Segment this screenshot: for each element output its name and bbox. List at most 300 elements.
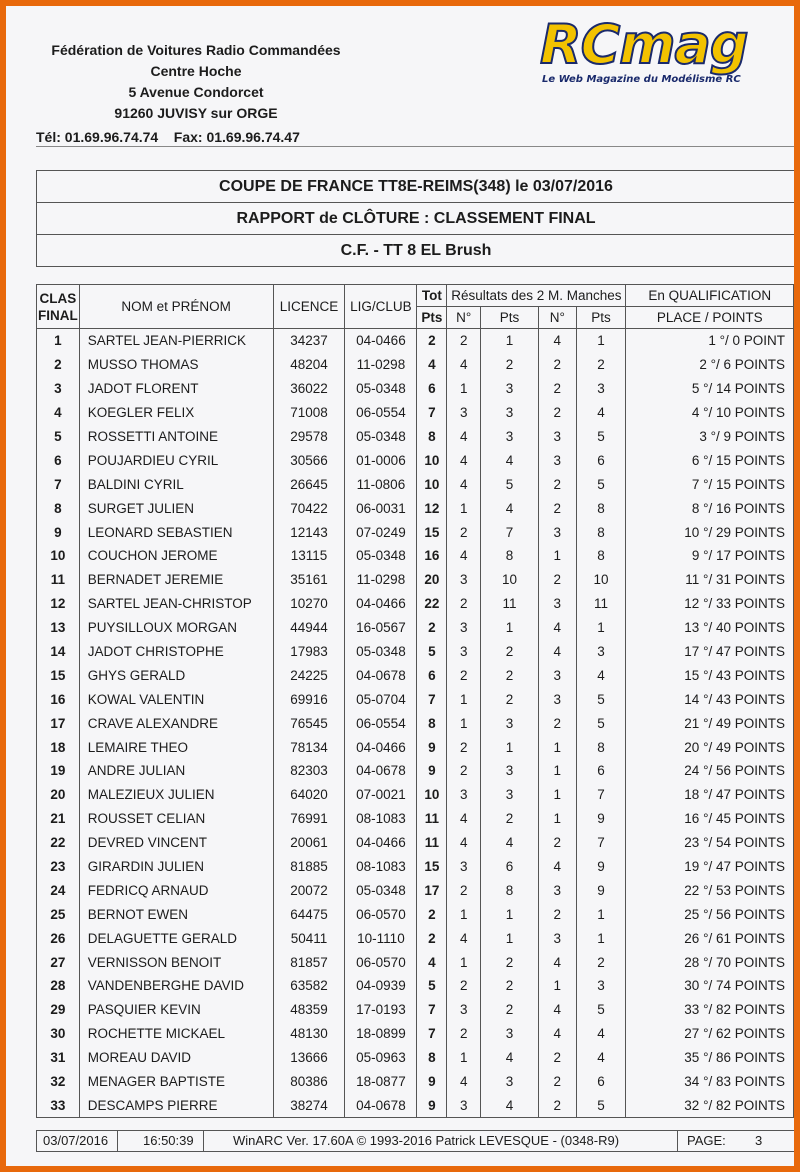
address-line: 91260 JUVISY sur ORGE	[114, 105, 278, 121]
heat2-position-cell: 2	[538, 902, 576, 926]
name-cell: SARTEL JEAN-CHRISTOP	[79, 592, 273, 616]
qualification-cell: 32 °/ 82 POINTS	[626, 1094, 794, 1118]
licence-cell: 50411	[273, 926, 345, 950]
heat1-points-cell: 1	[481, 329, 539, 353]
licence-cell: 63582	[273, 974, 345, 998]
heat1-position-cell: 2	[447, 520, 481, 544]
table-row	[37, 568, 794, 592]
name-cell: BERNOT EWEN	[79, 902, 273, 926]
name-cell: MALEZIEUX JULIEN	[79, 783, 273, 807]
results-table	[36, 284, 794, 1118]
licence-cell: 44944	[273, 616, 345, 640]
heat1-points-cell: 1	[481, 735, 539, 759]
licence-cell: 81885	[273, 855, 345, 879]
club-cell: 07-0021	[345, 783, 417, 807]
heat1-position-cell: 3	[447, 640, 481, 664]
heat2-points-cell: 9	[576, 807, 626, 831]
heat1-points-cell: 3	[481, 1022, 539, 1046]
heat1-position-cell: 1	[447, 377, 481, 401]
heat1-points-cell: 2	[481, 950, 539, 974]
qualification-cell: 35 °/ 86 POINTS	[626, 1046, 794, 1070]
heat1-position-cell: 4	[447, 544, 481, 568]
name-cell: KOEGLER FELIX	[79, 401, 273, 425]
total-points-cell: 6	[417, 663, 447, 687]
club-cell: 10-1110	[345, 926, 417, 950]
club-cell: 11-0298	[345, 353, 417, 377]
licence-cell: 29578	[273, 425, 345, 449]
qualification-cell: 27 °/ 62 POINTS	[626, 1022, 794, 1046]
table-row	[37, 353, 794, 377]
rank-cell: 7	[37, 472, 80, 496]
total-points-cell: 6	[417, 377, 447, 401]
heat2-position-cell: 1	[538, 974, 576, 998]
address-line: Centre Hoche	[150, 63, 242, 79]
club-cell: 05-0704	[345, 687, 417, 711]
licence-cell: 36022	[273, 377, 345, 401]
club-cell: 08-1083	[345, 855, 417, 879]
col-results: Résultats des 2 M. Manches	[447, 285, 626, 307]
name-cell: ROCHETTE MICKAEL	[79, 1022, 273, 1046]
heat1-position-cell: 2	[447, 759, 481, 783]
heat1-position-cell: 4	[447, 807, 481, 831]
total-points-cell: 7	[417, 401, 447, 425]
heat2-position-cell: 3	[538, 425, 576, 449]
table-row	[37, 855, 794, 879]
qualification-cell: 7 °/ 15 POINTS	[626, 472, 794, 496]
heat2-position-cell: 4	[538, 1022, 576, 1046]
heat1-position-cell: 3	[447, 783, 481, 807]
club-cell: 06-0570	[345, 950, 417, 974]
heat1-position-cell: 1	[447, 711, 481, 735]
rcmag-logo	[540, 13, 790, 88]
heat1-position-cell: 3	[447, 855, 481, 879]
qualification-cell: 17 °/ 47 POINTS	[626, 640, 794, 664]
rank-cell: 21	[37, 807, 80, 831]
heat2-points-cell: 10	[576, 568, 626, 592]
table-row	[37, 1094, 794, 1118]
qualification-cell: 12 °/ 33 POINTS	[626, 592, 794, 616]
qualification-cell: 20 °/ 49 POINTS	[626, 735, 794, 759]
total-points-cell: 12	[417, 496, 447, 520]
heat1-position-cell: 2	[447, 974, 481, 998]
qualification-cell: 5 °/ 14 POINTS	[626, 377, 794, 401]
licence-cell: 48130	[273, 1022, 345, 1046]
heat2-points-cell: 4	[576, 663, 626, 687]
heat2-points-cell: 9	[576, 855, 626, 879]
name-cell: JADOT CHRISTOPHE	[79, 640, 273, 664]
heat2-points-cell: 5	[576, 425, 626, 449]
federation-address	[36, 40, 356, 148]
heat2-position-cell: 4	[538, 329, 576, 353]
heat2-position-cell: 4	[538, 950, 576, 974]
heat1-points-cell: 10	[481, 568, 539, 592]
footer-page-number: 3	[755, 1133, 763, 1148]
heat2-points-cell: 6	[576, 1070, 626, 1094]
qualification-cell: 1 °/ 0 POINT	[626, 329, 794, 353]
qualification-cell: 21 °/ 49 POINTS	[626, 711, 794, 735]
heat1-points-cell: 2	[481, 687, 539, 711]
heat1-points-cell: 1	[481, 616, 539, 640]
name-cell: BERNADET JEREMIE	[79, 568, 273, 592]
heat1-points-cell: 2	[481, 640, 539, 664]
name-cell: GHYS GERALD	[79, 663, 273, 687]
qualification-cell: 9 °/ 17 POINTS	[626, 544, 794, 568]
name-cell: MENAGER BAPTISTE	[79, 1070, 273, 1094]
heat1-points-cell: 4	[481, 1094, 539, 1118]
table-row	[37, 1046, 794, 1070]
heat2-position-cell: 1	[538, 783, 576, 807]
name-cell: COUCHON JEROME	[79, 544, 273, 568]
club-cell: 18-0877	[345, 1070, 417, 1094]
heat2-position-cell: 2	[538, 1094, 576, 1118]
qualification-cell: 24 °/ 56 POINTS	[626, 759, 794, 783]
heat2-position-cell: 2	[538, 496, 576, 520]
heat1-points-cell: 3	[481, 783, 539, 807]
club-cell: 06-0554	[345, 711, 417, 735]
total-points-cell: 7	[417, 687, 447, 711]
heat2-points-cell: 2	[576, 950, 626, 974]
rank-cell: 15	[37, 663, 80, 687]
name-cell: LEONARD SEBASTIEN	[79, 520, 273, 544]
total-points-cell: 9	[417, 1094, 447, 1118]
club-cell: 06-0031	[345, 496, 417, 520]
heat1-points-cell: 3	[481, 377, 539, 401]
heat1-points-cell: 3	[481, 711, 539, 735]
heat1-position-cell: 2	[447, 663, 481, 687]
qualification-cell: 8 °/ 16 POINTS	[626, 496, 794, 520]
club-cell: 05-0348	[345, 425, 417, 449]
heat2-points-cell: 7	[576, 783, 626, 807]
qualification-cell: 10 °/ 29 POINTS	[626, 520, 794, 544]
club-cell: 04-0939	[345, 974, 417, 998]
total-points-cell: 5	[417, 974, 447, 998]
total-points-cell: 8	[417, 711, 447, 735]
rank-cell: 17	[37, 711, 80, 735]
qualification-cell: 25 °/ 56 POINTS	[626, 902, 794, 926]
heat1-position-cell: 1	[447, 950, 481, 974]
qualification-cell: 15 °/ 43 POINTS	[626, 663, 794, 687]
rank-cell: 33	[37, 1094, 80, 1118]
total-points-cell: 2	[417, 926, 447, 950]
name-cell: LEMAIRE THEO	[79, 735, 273, 759]
rank-cell: 25	[37, 902, 80, 926]
rank-cell: 12	[37, 592, 80, 616]
table-row	[37, 759, 794, 783]
heat1-points-cell: 2	[481, 353, 539, 377]
licence-cell: 76991	[273, 807, 345, 831]
qualification-cell: 2 °/ 6 POINTS	[626, 353, 794, 377]
heat2-points-cell: 1	[576, 902, 626, 926]
qualification-cell: 14 °/ 43 POINTS	[626, 687, 794, 711]
divider	[36, 146, 794, 147]
heat1-position-cell: 3	[447, 616, 481, 640]
table-row	[37, 520, 794, 544]
name-cell: GIRARDIN JULIEN	[79, 855, 273, 879]
total-points-cell: 10	[417, 783, 447, 807]
licence-cell: 38274	[273, 1094, 345, 1118]
total-points-cell: 11	[417, 831, 447, 855]
heat1-position-cell: 4	[447, 831, 481, 855]
col-qual: En QUALIFICATION	[626, 285, 794, 307]
col-qual-place: PLACE / POINTS	[626, 307, 794, 329]
heat1-position-cell: 4	[447, 448, 481, 472]
table-row	[37, 1070, 794, 1094]
table-row	[37, 663, 794, 687]
heat2-points-cell: 6	[576, 448, 626, 472]
total-points-cell: 15	[417, 855, 447, 879]
col-licence: LICENCE	[273, 285, 345, 329]
col-name: NOM et PRÉNOM	[79, 285, 273, 329]
qualification-cell: 6 °/ 15 POINTS	[626, 448, 794, 472]
heat2-points-cell: 5	[576, 472, 626, 496]
heat1-position-cell: 3	[447, 401, 481, 425]
table-row	[37, 401, 794, 425]
total-points-cell: 2	[417, 902, 447, 926]
total-points-cell: 9	[417, 1070, 447, 1094]
total-points-cell: 20	[417, 568, 447, 592]
rank-cell: 9	[37, 520, 80, 544]
heat1-points-cell: 4	[481, 1046, 539, 1070]
table-row	[37, 926, 794, 950]
name-cell: SARTEL JEAN-PIERRICK	[79, 329, 273, 353]
table-row	[37, 687, 794, 711]
footer-software: WinARC Ver. 17.60A © 1993-2016 Patrick LEVESQUE - (0348-R9)	[233, 1133, 620, 1148]
qualification-cell: 19 °/ 47 POINTS	[626, 855, 794, 879]
heat2-points-cell: 5	[576, 711, 626, 735]
heat2-position-cell: 3	[538, 520, 576, 544]
licence-cell: 13666	[273, 1046, 345, 1070]
rank-cell: 13	[37, 616, 80, 640]
licence-cell: 82303	[273, 759, 345, 783]
licence-cell: 20072	[273, 878, 345, 902]
total-points-cell: 17	[417, 878, 447, 902]
heat1-position-cell: 2	[447, 592, 481, 616]
rank-cell: 26	[37, 926, 80, 950]
total-points-cell: 7	[417, 1022, 447, 1046]
category-title: C.F. - TT 8 EL Brush	[340, 242, 492, 259]
name-cell: VERNISSON BENOIT	[79, 950, 273, 974]
heat1-points-cell: 8	[481, 878, 539, 902]
col-clas: CLAS FINAL	[37, 285, 80, 329]
name-cell: ANDRE JULIAN	[79, 759, 273, 783]
rank-cell: 30	[37, 1022, 80, 1046]
address-line: 5 Avenue Condorcet	[128, 84, 264, 100]
table-row	[37, 329, 794, 353]
total-points-cell: 10	[417, 472, 447, 496]
table-row	[37, 425, 794, 449]
total-points-cell: 7	[417, 998, 447, 1022]
heat1-points-cell: 3	[481, 425, 539, 449]
rank-cell: 3	[37, 377, 80, 401]
licence-cell: 80386	[273, 1070, 345, 1094]
table-row	[37, 377, 794, 401]
header-row	[37, 285, 794, 307]
table-row	[37, 998, 794, 1022]
club-cell: 05-0348	[345, 377, 417, 401]
licence-cell: 30566	[273, 448, 345, 472]
name-cell: PASQUIER KEVIN	[79, 998, 273, 1022]
name-cell: DELAGUETTE GERALD	[79, 926, 273, 950]
club-cell: 05-0963	[345, 1046, 417, 1070]
table-row	[37, 448, 794, 472]
heat2-points-cell: 1	[576, 926, 626, 950]
heat1-position-cell: 2	[447, 329, 481, 353]
licence-cell: 76545	[273, 711, 345, 735]
results-sheet	[6, 6, 794, 1166]
name-cell: PUYSILLOUX MORGAN	[79, 616, 273, 640]
col-n2: N°	[538, 307, 576, 329]
licence-cell: 12143	[273, 520, 345, 544]
heat2-points-cell: 9	[576, 878, 626, 902]
table-row	[37, 472, 794, 496]
name-cell: CRAVE ALEXANDRE	[79, 711, 273, 735]
licence-cell: 20061	[273, 831, 345, 855]
rank-cell: 14	[37, 640, 80, 664]
heat2-position-cell: 2	[538, 353, 576, 377]
rank-cell: 18	[37, 735, 80, 759]
col-p2: Pts	[576, 307, 626, 329]
heat1-position-cell: 1	[447, 902, 481, 926]
heat1-position-cell: 4	[447, 472, 481, 496]
rank-cell: 5	[37, 425, 80, 449]
total-points-cell: 4	[417, 950, 447, 974]
heat2-points-cell: 7	[576, 831, 626, 855]
heat2-points-cell: 5	[576, 998, 626, 1022]
heat2-points-cell: 6	[576, 759, 626, 783]
heat1-position-cell: 2	[447, 878, 481, 902]
heat1-points-cell: 2	[481, 663, 539, 687]
rank-cell: 31	[37, 1046, 80, 1070]
qualification-cell: 34 °/ 83 POINTS	[626, 1070, 794, 1094]
heat2-points-cell: 1	[576, 616, 626, 640]
rank-cell: 10	[37, 544, 80, 568]
rank-cell: 23	[37, 855, 80, 879]
licence-cell: 17983	[273, 640, 345, 664]
name-cell: DEVRED VINCENT	[79, 831, 273, 855]
licence-cell: 69916	[273, 687, 345, 711]
heat1-position-cell: 3	[447, 998, 481, 1022]
name-cell: SURGET JULIEN	[79, 496, 273, 520]
logo-wordmark: RCmag	[540, 13, 748, 76]
name-cell: KOWAL VALENTIN	[79, 687, 273, 711]
table-row	[37, 783, 794, 807]
heat1-points-cell: 3	[481, 1070, 539, 1094]
heat2-position-cell: 4	[538, 855, 576, 879]
rank-cell: 22	[37, 831, 80, 855]
club-cell: 04-0678	[345, 1094, 417, 1118]
heat2-points-cell: 4	[576, 1046, 626, 1070]
footer-time: 16:50:39	[143, 1133, 194, 1148]
total-points-cell: 9	[417, 735, 447, 759]
licence-cell: 48204	[273, 353, 345, 377]
name-cell: ROSSETTI ANTOINE	[79, 425, 273, 449]
col-tot-pts: Pts	[417, 307, 447, 329]
heat2-position-cell: 2	[538, 377, 576, 401]
heat1-points-cell: 4	[481, 496, 539, 520]
table-row	[37, 592, 794, 616]
heat2-position-cell: 3	[538, 878, 576, 902]
heat2-points-cell: 5	[576, 1094, 626, 1118]
title-box	[36, 170, 794, 267]
heat1-points-cell: 3	[481, 759, 539, 783]
name-cell: BALDINI CYRIL	[79, 472, 273, 496]
club-cell: 05-0348	[345, 640, 417, 664]
rank-cell: 6	[37, 448, 80, 472]
heat2-position-cell: 1	[538, 759, 576, 783]
heat2-points-cell: 3	[576, 974, 626, 998]
heat1-points-cell: 1	[481, 926, 539, 950]
club-cell: 16-0567	[345, 616, 417, 640]
licence-cell: 64020	[273, 783, 345, 807]
rank-cell: 11	[37, 568, 80, 592]
club-cell: 05-0348	[345, 544, 417, 568]
name-cell: FEDRICQ ARNAUD	[79, 878, 273, 902]
heat1-points-cell: 1	[481, 902, 539, 926]
total-points-cell: 22	[417, 592, 447, 616]
licence-cell: 78134	[273, 735, 345, 759]
qualification-cell: 33 °/ 82 POINTS	[626, 998, 794, 1022]
col-tot: Tot	[417, 285, 447, 307]
heat1-points-cell: 7	[481, 520, 539, 544]
heat1-position-cell: 4	[447, 353, 481, 377]
table-row	[37, 616, 794, 640]
qualification-cell: 22 °/ 53 POINTS	[626, 878, 794, 902]
heat2-position-cell: 2	[538, 1070, 576, 1094]
heat2-position-cell: 4	[538, 640, 576, 664]
table-row	[37, 950, 794, 974]
heat2-points-cell: 8	[576, 735, 626, 759]
heat1-position-cell: 4	[447, 926, 481, 950]
footer-page-label: PAGE:	[687, 1133, 726, 1148]
heat2-points-cell: 8	[576, 544, 626, 568]
heat2-position-cell: 3	[538, 448, 576, 472]
name-cell: JADOT FLORENT	[79, 377, 273, 401]
federation-name: Fédération de Voitures Radio Commandées	[51, 42, 341, 58]
heat2-position-cell: 3	[538, 663, 576, 687]
total-points-cell: 11	[417, 807, 447, 831]
club-cell: 04-0466	[345, 329, 417, 353]
rank-cell: 28	[37, 974, 80, 998]
phone-number: Tél: 01.69.96.74.74	[36, 129, 159, 145]
heat2-position-cell: 2	[538, 1046, 576, 1070]
total-points-cell: 10	[417, 448, 447, 472]
heat1-position-cell: 2	[447, 735, 481, 759]
club-cell: 04-0466	[345, 735, 417, 759]
heat1-position-cell: 1	[447, 687, 481, 711]
licence-cell: 81857	[273, 950, 345, 974]
licence-cell: 26645	[273, 472, 345, 496]
heat2-position-cell: 3	[538, 687, 576, 711]
total-points-cell: 16	[417, 544, 447, 568]
rank-cell: 32	[37, 1070, 80, 1094]
col-club: LIG/CLUB	[345, 285, 417, 329]
club-cell: 04-0678	[345, 759, 417, 783]
total-points-cell: 9	[417, 759, 447, 783]
heat2-position-cell: 3	[538, 592, 576, 616]
qualification-cell: 28 °/ 70 POINTS	[626, 950, 794, 974]
licence-cell: 70422	[273, 496, 345, 520]
name-cell: MUSSO THOMAS	[79, 353, 273, 377]
total-points-cell: 4	[417, 353, 447, 377]
club-cell: 07-0249	[345, 520, 417, 544]
rank-cell: 8	[37, 496, 80, 520]
table-row	[37, 544, 794, 568]
licence-cell: 34237	[273, 329, 345, 353]
heat2-position-cell: 1	[538, 735, 576, 759]
heat1-points-cell: 6	[481, 855, 539, 879]
heat2-points-cell: 2	[576, 353, 626, 377]
heat1-position-cell: 4	[447, 1070, 481, 1094]
